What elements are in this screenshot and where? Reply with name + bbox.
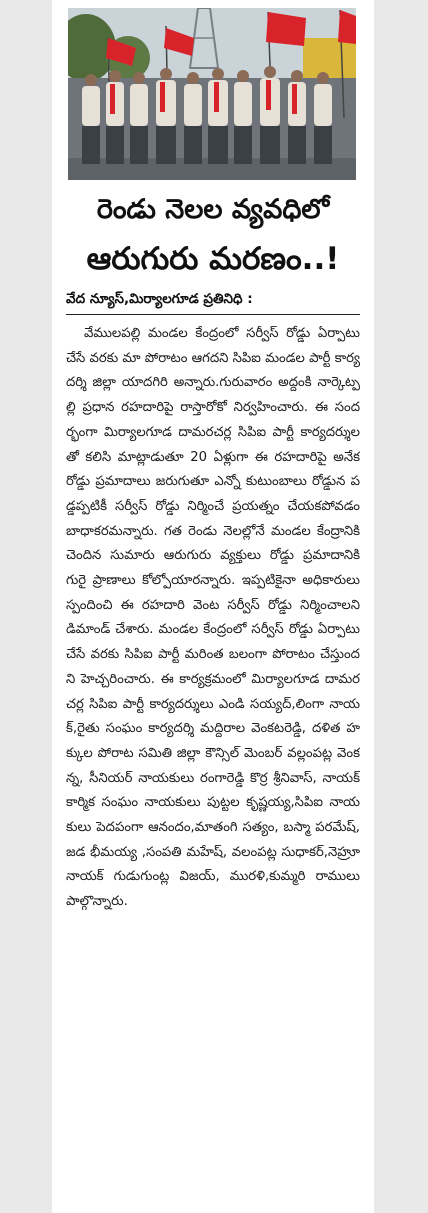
headline-line-2: ఆరుగురు మరణం..! <box>86 241 340 277</box>
headline-line-1: రెండు నెలల వ్యవధిలో <box>96 194 330 225</box>
article-body: వేములపల్లి మండల కేంద్రంలో సర్వీస్ రోడ్డు ఏర్పాటు చేసే వరకు మా పోరాటం ఆగదని సిపిఐ మండల పార్టీ కార్యదర్శి జిల్లా యాదగిరి అన్నారు.గురువారం అద్దంకి నార్కెట్పల్లి ప్రధాన రహదారిపై రాస్తారోకో నిర్వహించారు. ఈ సందర్భంగా మిర్యాలగూడ దామరచర్ల సిపిఐ పార్టీ కార్యదర్శులతో కలిసి మాట్లాడుతూ 20 ఏళ్లుగా ఈ రహదారిపై అనేక రోడ్డు ప్రమాదాలు జరుగుతూ ఎన్నో కుటుంబాలు రోడ్డున పడ్డప్పటికీ సర్వీస్ రోడ్డు నిర్మించే ప్రయత్నం చేయకపోవడం బాధాకరమన్నారు. గత రెండు నెలల్లోనే మండల కేంద్రానికి చెందిన సుమారు ఆరుగురు వ్యక్తులు రోడ్డు ప్రమాదానికి గురై ప్రాణాలు కోల్పోయారన్నారు. ఇప్పటికైనా అధికారులు స్పందించి ఈ రహదారి వెంట సర్వీస్ రోడ్డు నిర్మించాలని డిమాండ్ చేశారు. మండల కేంద్రంలో సర్వీస్ రోడ్డు ఏర్పాటు చేసే వరకు సిపిఐ పార్టీ మరింత బలంగా పోరాటం చేస్తుందని హెచ్చరించారు. ఈ కార్యక్రమంలో మిర్యాలగూడ దామరచర్ల సిపిఐ పార్టీ కార్యదర్శులు ఎండి సయ్యద్,లింగా నాయక్,రైతు సంఘం కార్యదర్శి మద్దిరాల వెంకటరెడ్డి, దళిత హక్కుల పోరాట సమితి జిల్లా కౌన్సిల్ మెంబర్ వల్లంపట్ల వెంకన్న, సీనియర్ నాయకులు రంగారెడ్డి కొర్ర శ్రీనివాస్, నాయక్ కార్మిక సంఘం నాయకులు పుట్టల కృష్ణయ్య,సిపిఐ నాయకులు పెదపంగా ఆనందం,మాతంగి సత్యం, బస్మా పరమేష్,జడ భీమయ్య ,సంపతి మహేష్, వలంపట్ల సుధాకర్,నెహ్రూ నాయక్ గుడుగుంట్ల విజయ్, మురళి,కుమ్మరి రాములు పాల్గొన్నారు. <box>66 326 360 910</box>
protest-photo <box>68 8 356 180</box>
dateline: వేద న్యూస్,మిర్యాలగూడ ప్రతినిధి : <box>66 291 253 307</box>
dateline-divider <box>66 314 360 315</box>
newspaper-clipping <box>52 0 374 1213</box>
